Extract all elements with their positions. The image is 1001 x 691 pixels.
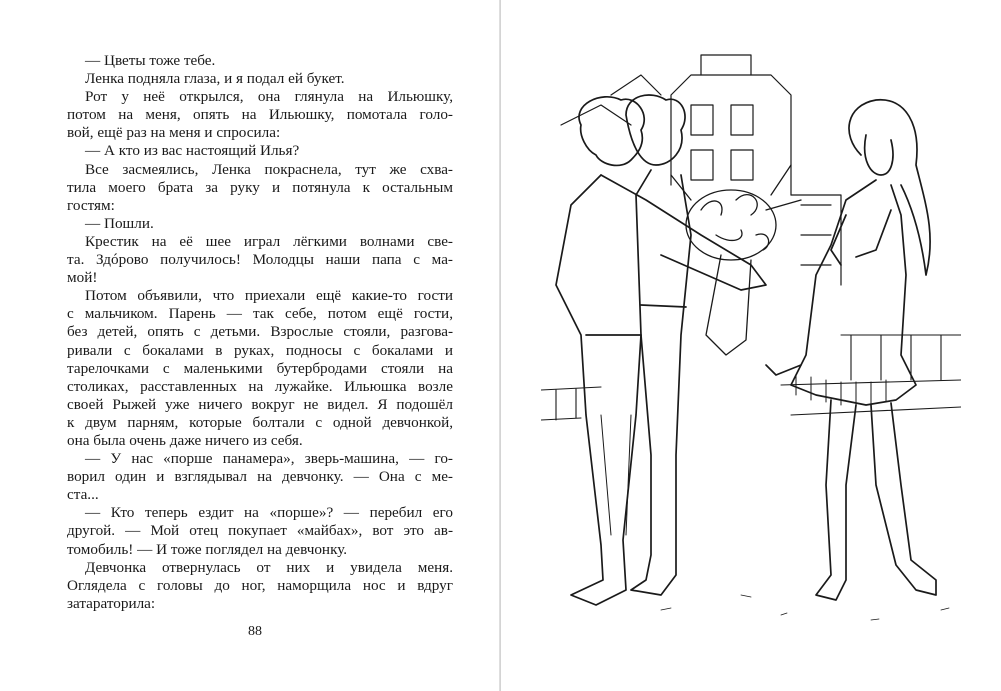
text-line: — Пошли. <box>85 214 154 232</box>
text-line: тила моего брата за руку и потянула к остальным <box>67 178 453 196</box>
text-line: Потом объявили, что приехали ещё какие-то гости <box>85 287 453 305</box>
text-line: — Цветы тоже тебе. <box>85 52 216 69</box>
text-line: к двум парням, которые болтали с одной девчонкой, <box>67 413 453 431</box>
text-line: Крестик на её шее играл лёгкими волнами све- <box>85 232 453 250</box>
boy-left <box>556 97 766 605</box>
text-line: потом на меня, опять на Ильюшку, помотала голо- <box>67 106 453 124</box>
text-line: с мальчиком. Парень — так себе, потом ещё гости, <box>67 305 453 323</box>
page-number: 88 <box>248 624 262 639</box>
text-line: — Кто теперь ездит на «порше»? — перебил его <box>85 504 453 522</box>
text-line: ворил один и взглядывал на девчонку. — Она с ме- <box>67 468 453 486</box>
text-line: вой, ещё раз на меня и спросила: <box>67 124 281 142</box>
bouquet <box>671 165 801 355</box>
text-line: без детей, опять с детьми. Взрослые стояли, разгова- <box>67 323 453 341</box>
body-text <box>67 52 453 613</box>
text-line: тарелочками с маленькими бутербродами стояли на <box>67 359 453 377</box>
text-line: Все засмеялись, Ленка покраснела, тут же схва- <box>85 160 453 178</box>
text-line: своей Рыжей уже ничего вокруг не видел. Я подошёл <box>67 395 453 413</box>
illustration-boys-giving-bouquet-to-girl <box>541 35 961 635</box>
text-line: — У нас «порше панамера», зверь-машина, — го- <box>85 450 453 468</box>
text-line: мой! <box>67 269 98 287</box>
text-line: — А кто из вас настоящий Илья? <box>85 142 300 160</box>
left-page <box>0 0 500 691</box>
text-line: Девчонка отвернулась от них и увидела меня. <box>85 558 453 576</box>
text-line: Оглядела с головы до ног, наморщила нос и вдруг <box>67 576 453 594</box>
text-line: гостям: <box>67 196 115 214</box>
text-line: затараторила: <box>67 594 156 612</box>
text-line: Ленка подняла глаза, и я подал ей букет. <box>85 70 345 88</box>
text-line: томобиль! — И тоже поглядел на девчонку. <box>67 540 348 558</box>
text-line: столиках, расставленных на лужайке. Ильюшка возле <box>67 377 453 395</box>
text-line: ривали с бокалами в руках, подносы с бокалами и <box>67 341 453 359</box>
text-line: она была очень даже ничего из себя. <box>67 431 303 449</box>
text-line: ста... <box>67 486 99 504</box>
boy-right <box>626 95 691 595</box>
fence-and-ground <box>541 335 961 420</box>
text-line: Рот у неё открылся, она глянула на Ильюшку, <box>85 88 453 106</box>
ground-scribbles <box>661 595 949 620</box>
text-line: другой. — Мой отец покупает «майбах», вот это ав- <box>67 522 453 540</box>
text-line: та. Здóрово получилось! Молодцы наши папа с ма- <box>67 251 453 269</box>
